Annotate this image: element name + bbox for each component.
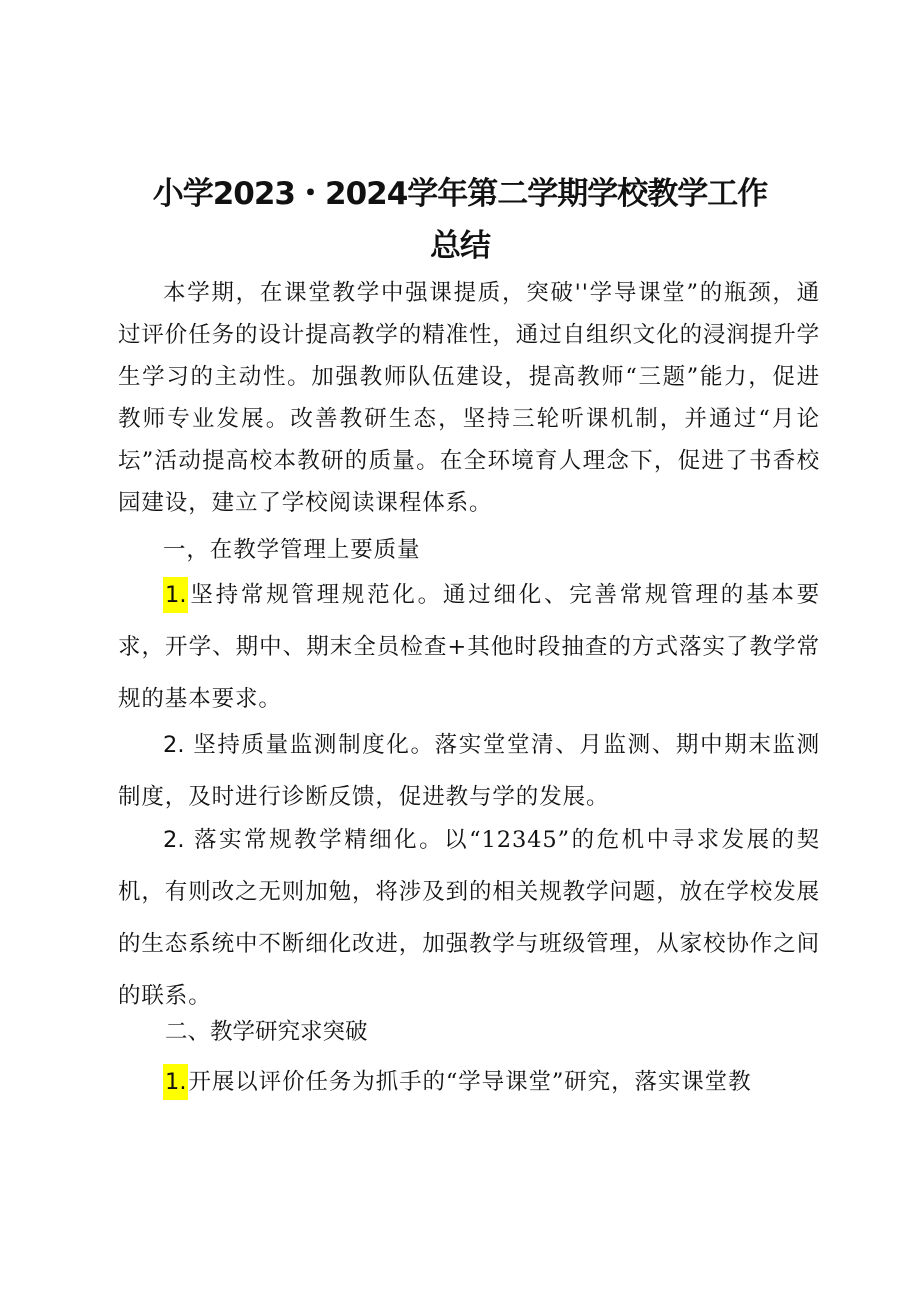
section1-item-2: [118, 719, 820, 823]
item-text: 落实常规教学精细化。以“12345”的危机中寻求发展的契机，有则改之无则加勉，将涉及到的相关规教学问题，放在学校发展的生态系统中不断细化改进，加强教学与班级管理，从家校协作之间的联系。: [118, 827, 821, 1009]
item-text: 开展以评价任务为抓手的“学导课堂”研究，落实课堂教: [188, 1069, 752, 1095]
item-number: 2.: [163, 827, 185, 853]
intro-paragraph: 本学期，在课堂教学中强课提质，突破''学导课堂”的瓶颈，通过评价任务的设计提高教学的精准性，通过自组织文化的浸润提升学生学习的主动性。加强教师队伍建设，提高教师“三题”能力，促进教师专业发展。改善教研生态，坚持三轮听课机制，并通过“月论坛”活动提高校本教研的质量。在全环境育人理念下，促进了书香校园建设，建立了学校阅读课程体系。: [118, 280, 821, 516]
document-title-line2: 总结: [430, 228, 490, 264]
section2-heading: 二、教学研究求突破: [165, 1019, 368, 1045]
section1-item-1: [118, 569, 820, 725]
item-text: 坚持常规管理规范化。通过细化、完善常规管理的基本要求，开学、期中、期末全员检查+其他时段抽查的方式落实了教学常规的基本要求。: [118, 582, 820, 712]
item-text: 坚持质量监测制度化。落实堂堂清、月监测、期中期末监测制度，及时进行诊断反馈，促进教与学的发展。: [118, 732, 820, 810]
section1-item-3: [118, 814, 820, 1022]
document-title-line1: 小学2023・2024学年第二学期学校教学工作: [152, 176, 768, 212]
section2-item-1: [118, 1056, 820, 1108]
item-number-highlighted: 1.: [163, 1064, 188, 1100]
item-number-highlighted: 1.: [163, 577, 188, 613]
item-number: 2.: [163, 732, 185, 758]
section1-heading: 一，在教学管理上要质量: [163, 537, 421, 563]
